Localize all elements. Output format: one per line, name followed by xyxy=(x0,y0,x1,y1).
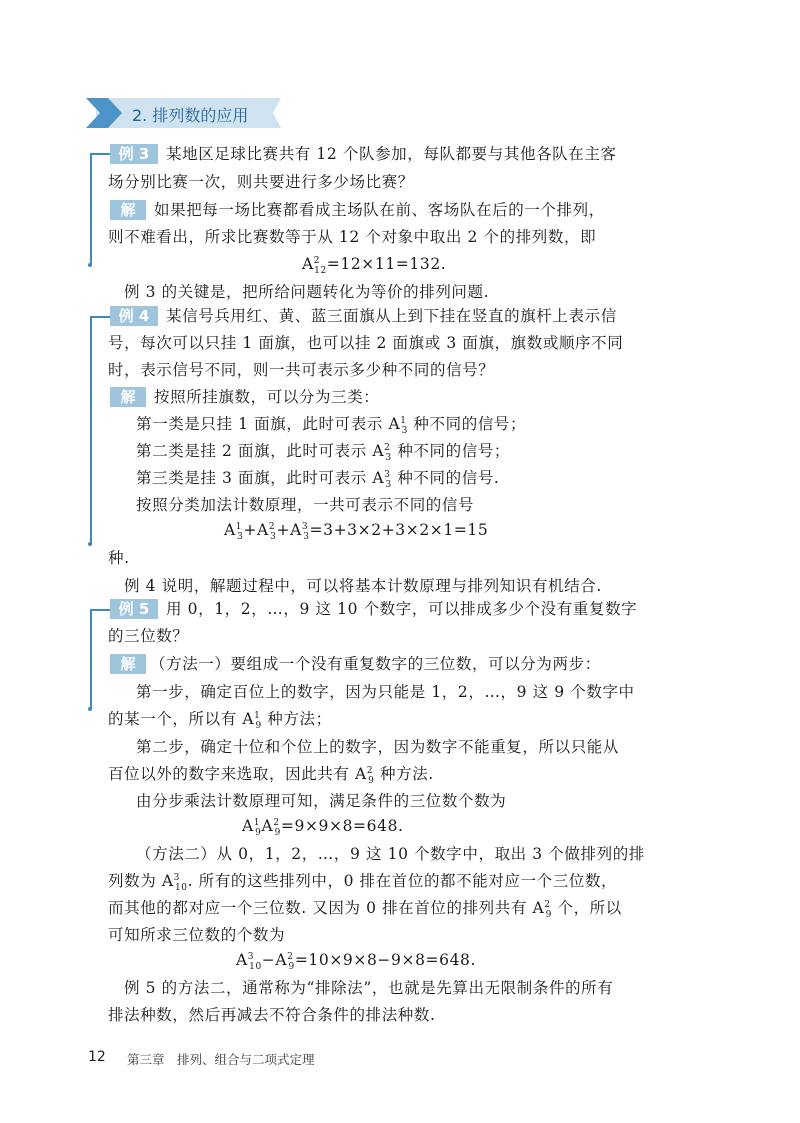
page-number: 12 xyxy=(88,1049,106,1065)
ex4-sum-line: 按照分类加法计数原理，一共可表示不同的信号 xyxy=(136,496,475,514)
ex4-case-2: 第二类是挂 2 面旗，此时可表示 $A^2_3$ 种不同的信号； xyxy=(136,442,511,464)
ex4-end: 种. xyxy=(108,549,130,567)
ex5-tag: 例 5 xyxy=(110,599,158,619)
ex3-dot xyxy=(88,263,92,267)
ex4-rule xyxy=(90,316,110,318)
ex4-case-3: 第三类是挂 3 面旗，此时可表示 $A^3_3$ 种不同的信号. xyxy=(136,469,500,491)
ex3-text-1: 某地区足球比赛共有 12 个队参加，每队都要与其他各队在主客 xyxy=(166,145,617,163)
ex5-step1-b: 的某一个，所以有 $A^1_9$ 种方法； xyxy=(108,710,332,732)
ex5-method1: （方法一）要组成一个没有重复数字的三位数，可以分为两步： xyxy=(150,655,601,673)
ex5-solution-tag: 解 xyxy=(110,654,146,674)
section-title: 2. 排列数的应用 xyxy=(132,106,249,125)
ex5-note-2: 排法种数，然后再减去不符合条件的排法种数. xyxy=(108,1006,436,1024)
ex5-method2-d: 可知所求三位数的个数为 xyxy=(108,926,286,944)
ex5-formula-2: $A^3_{10}-A^2_9=10\times 9\times 8-9\times 8=648$. xyxy=(236,951,477,973)
ex3-note: 例 3 的关键是，把所给问题转化为等价的排列问题. xyxy=(124,283,490,301)
ex3-vline xyxy=(90,153,92,265)
ex3-text-2: 场分别比赛一次，则共要进行多少场比赛？ xyxy=(108,173,414,191)
ex5-step2-b: 百位以外的数字来选取，因此共有 $A^2_9$ 种方法. xyxy=(108,765,434,787)
ex3-solution-2: 则不难看出，所求比赛数等于从 12 个对象中取出 2 个的排列数，即 xyxy=(108,228,597,246)
ex5-formula-1: $A^1_9A^2_9=9\times 9\times 8=648$. xyxy=(242,817,404,839)
ex3-rule xyxy=(90,153,110,155)
ex5-step2-a: 第二步，确定十位和个位上的数字，因为数字不能重复，所以只能从 xyxy=(136,738,620,756)
ex4-text-2: 号，每次可以只挂 1 面旗，也可以挂 2 面旗或 3 面旗，旗数或顺序不同 xyxy=(108,334,624,352)
chapter-title: 第三章 排列、组合与二项式定理 xyxy=(127,1052,315,1067)
ex4-vline xyxy=(90,316,92,544)
ex5-text-2: 的三位数？ xyxy=(108,627,189,645)
ex3-solution-1: 如果把每一场比赛都看成主场队在前、客场队在后的一个排列， xyxy=(154,201,605,219)
ex4-text-1: 某信号兵用红、黄、蓝三面旗从上到下挂在竖直的旗杆上表示信 xyxy=(166,307,617,325)
ex5-method2-a: （方法二）从 0，1，2，…，9 这 10 个数字中，取出 3 个做排列的排 xyxy=(136,845,645,863)
ex5-vline xyxy=(90,609,92,709)
ex5-step3: 由分步乘法计数原理可知，满足条件的三位数个数为 xyxy=(136,792,507,810)
ex5-text-1: 用 0，1，2，…，9 这 10 个数字，可以排成多少个没有重复数字 xyxy=(166,600,638,618)
ex5-dot xyxy=(88,707,92,711)
ex3-formula: $A^2_{12}=12\times 11=132$. xyxy=(302,255,447,277)
ex5-rule xyxy=(90,609,110,611)
section-header xyxy=(86,98,281,128)
ex5-note-1: 例 5 的方法二，通常称为“排除法”，也就是先算出无限制条件的所有 xyxy=(124,979,614,997)
ex3-tag: 例 3 xyxy=(110,144,158,164)
ex4-solution-1: 按照所挂旗数，可以分为三类： xyxy=(154,388,380,406)
ex5-method2-c: 而其他的都对应一个三位数. 又因为 0 排在首位的排列共有 $A^2_9$ 个，所以 xyxy=(108,899,622,921)
ex4-solution-tag: 解 xyxy=(110,387,146,407)
ex4-formula: $A^1_3+A^2_3+A^3_3=3+3\times 2+3\times 2\times 1=15$ xyxy=(224,521,489,543)
ex3-solution-tag: 解 xyxy=(110,200,146,220)
ex4-text-3: 时，表示信号不同，则一共可表示多少种不同的信号？ xyxy=(108,361,495,379)
ex4-note: 例 4 说明，解题过程中，可以将基本计数原理与排列知识有机结合. xyxy=(124,577,602,595)
ex5-step1-a: 第一步，确定百位上的数字，因为只能是 1，2，…，9 这 9 个数字中 xyxy=(136,683,635,701)
ex4-tag: 例 4 xyxy=(110,306,158,326)
ex4-dot xyxy=(88,542,92,546)
ex4-case-1: 第一类是只挂 1 面旗，此时可表示 $A^1_3$ 种不同的信号； xyxy=(136,415,527,437)
ex5-method2-b: 列数为 $A^3_{10}$. 所有的这些排列中，0 排在首位的都不能对应一个三位数， xyxy=(108,872,618,894)
